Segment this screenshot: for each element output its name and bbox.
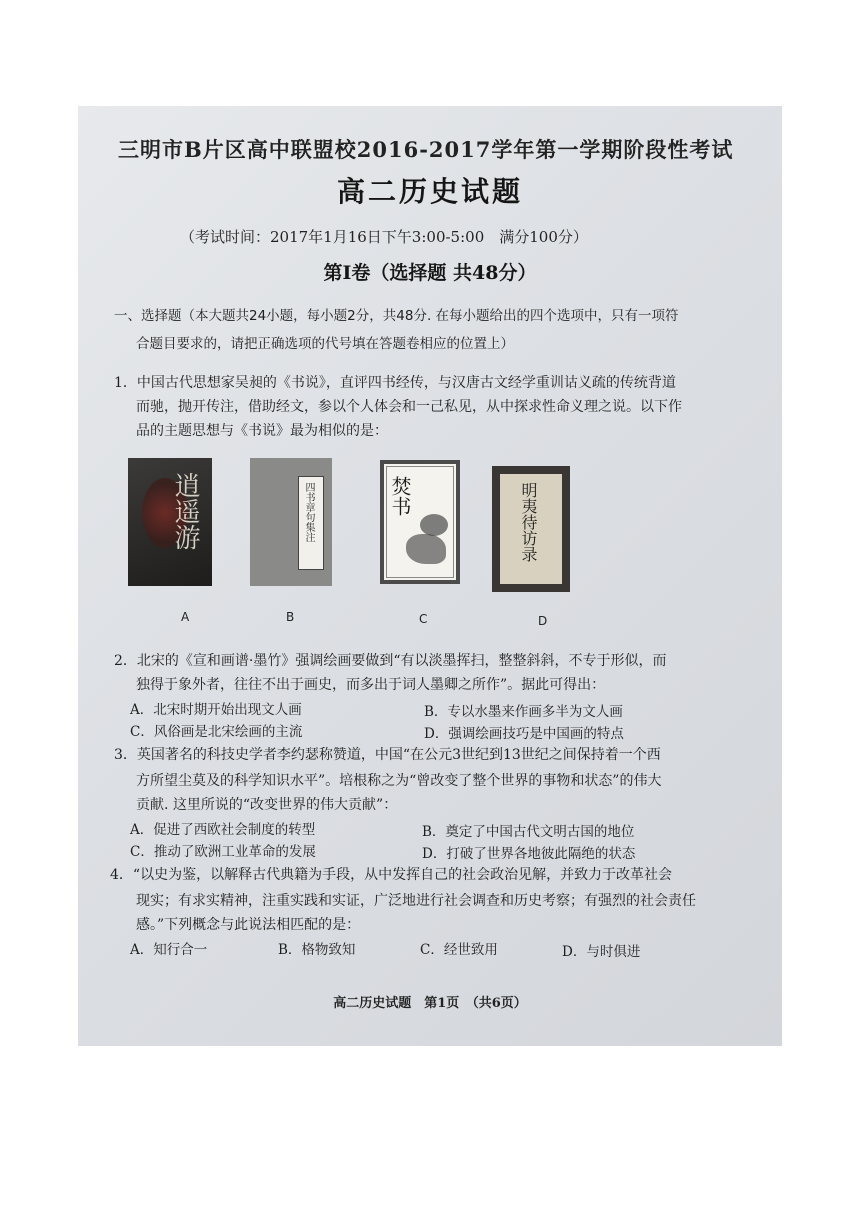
book-b-title: 四书章句集注 — [303, 482, 314, 542]
q2-option-a: A．北宋时期开始出现文人画 — [130, 702, 302, 718]
section-title: 第Ⅰ卷（选择题 共48分） — [323, 262, 537, 284]
q3-option-d: D．打破了世界各地彼此隔绝的状态 — [422, 846, 636, 862]
caption-c: C — [419, 612, 428, 626]
q3-line-3: 贡献. 这里所说的“改变世界的伟大贡献”： — [136, 797, 398, 813]
q4-option-c: C．经世致用 — [420, 942, 498, 958]
q2-line-1: 2．北宋的《宣和画谱·墨竹》强调绘画要做到“有以淡墨挥扫，整整斜斜，不专于形似，而 — [114, 653, 667, 669]
q2-option-d: D．强调绘画技巧是中国画的特点 — [424, 726, 624, 742]
q4-option-a: A．知行合一 — [130, 942, 208, 958]
book-cover-b — [250, 458, 332, 586]
q2-line-2: 独得于象外者，往往不出于画史，而多出于词人墨卿之所作”。据此可得出： — [136, 677, 606, 693]
q2-option-b: B．专以水墨来作画多半为文人画 — [424, 704, 623, 720]
q3-option-a: A．促进了西欧社会制度的转型 — [130, 822, 316, 838]
caption-b: B — [286, 610, 295, 624]
school-header: 三明市B片区高中联盟校2016-2017学年第一学期阶段性考试 — [118, 137, 734, 162]
book-cover-d — [492, 466, 570, 592]
q4-option-d: D．与时俱进 — [562, 944, 641, 960]
book-a-title: 逍遥游 — [170, 472, 200, 550]
q4-line-1: 4．“以史为鉴，以解释古代典籍为手段，从中发挥自己的社会政治见解，并致力于改革社会 — [110, 867, 673, 883]
book-cover-c — [380, 460, 460, 584]
caption-d: D — [538, 614, 548, 628]
exam-title: 高二历史试题 — [336, 175, 523, 208]
instructions-line-2: 合题目要求的，请把正确选项的代号填在答题卷相应的位置上） — [136, 336, 514, 352]
q1-line-3: 品的主题思想与《书说》最为相似的是： — [136, 423, 388, 439]
q2-option-c: C．风俗画是北宋绘画的主流 — [130, 724, 303, 740]
scanned-exam-page — [78, 106, 782, 1046]
q4-line-2: 现实；有求实精神，注重实践和实证，广泛地进行社会调查和历史考察；有强烈的社会责任 — [136, 893, 696, 909]
q1-line-2: 而驰，抛开传注，借助经文，参以个人体会和一己私见，从中探求性命义理之说。以下作 — [136, 399, 682, 415]
page-footer: 高二历史试题 第1页 （共6页） — [333, 996, 527, 1011]
book-c-title: 焚书 — [388, 476, 412, 516]
q3-option-b: B．奠定了中国古代文明古国的地位 — [422, 824, 635, 840]
book-cover-a — [128, 458, 212, 586]
exam-info: （考试时间：2017年1月16日下午3:00-5:00 满分100分） — [180, 228, 588, 246]
q3-line-2: 方所望尘莫及的科学知识水平”。培根称之为“曾改变了整个世界的事物和状态”的伟大 — [136, 773, 662, 789]
q4-option-b: B．格物致知 — [278, 942, 356, 958]
q3-line-1: 3．英国著名的科技史学者李约瑟称赞道，中国“在公元3世纪到13世纪之间保持着一个西 — [114, 747, 661, 763]
q3-option-c: C．推动了欧洲工业革命的发展 — [130, 844, 316, 860]
q4-line-3: 感。”下列概念与此说法相匹配的是： — [136, 917, 361, 933]
caption-a: A — [181, 610, 190, 624]
instructions-line-1: 一、选择题（本大题共24小题，每小题2分，共48分. 在每小题给出的四个选项中，只有一项符 — [114, 308, 679, 324]
book-d-title: 明夷待访录 — [519, 482, 538, 562]
q1-line-1: 1．中国古代思想家吴昶的《书说》，直评四书经传，与汉唐古文经学重训诂义疏的传统背道 — [114, 375, 676, 391]
